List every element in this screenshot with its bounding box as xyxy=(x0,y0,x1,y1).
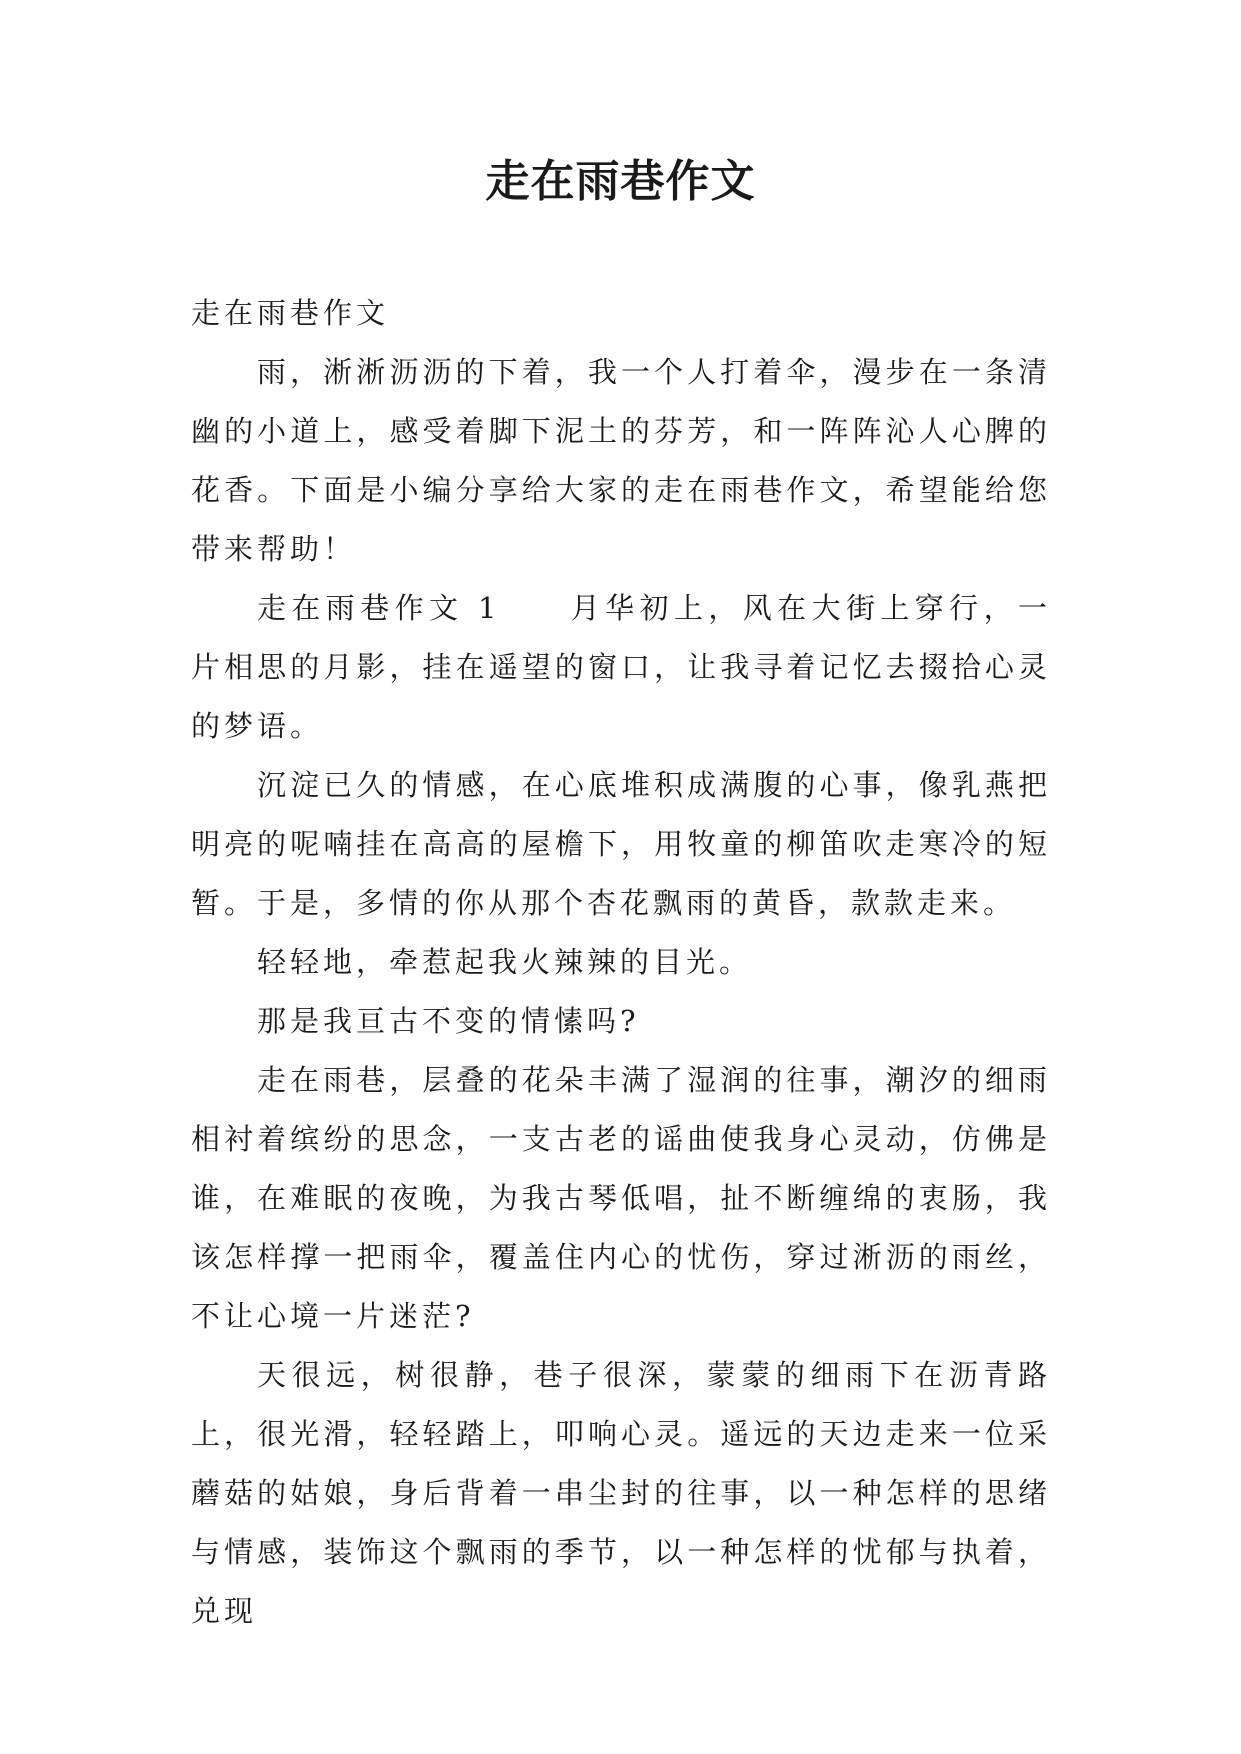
paragraph: 沉淀已久的情感，在心底堆积成满腹的心事，像乳燕把明亮的呢喃挂在高高的屋檐下，用牧童的柳笛吹走寒冷的短暂。于是，多情的你从那个杏花飘雨的黄昏，款款走来。 xyxy=(191,768,1051,920)
paragraph: 轻轻地，牵惹起我火辣辣的目光。 xyxy=(257,945,753,979)
document-body xyxy=(191,284,1051,1641)
paragraph-intro: 雨，淅淅沥沥的下着，我一个人打着伞，漫步在一条清幽的小道上，感受着脚下泥土的芬芳，和一阵阵沁人心脾的花香。下面是小编分享给大家的走在雨巷作文，希望能给您带来帮助！ xyxy=(191,355,1051,566)
paragraph: 天很远，树很静，巷子很深，蒙蒙的细雨下在沥青路上，很光滑，轻轻踏上，叩响心灵。遥远的天边走来一位采蘑菇的姑娘，身后背着一串尘封的往事，以一种怎样的思绪与情感，装饰这个飘雨的季节，以一种怎样的忧郁与执着，兑现 xyxy=(191,1358,1051,1628)
document-title: 走在雨巷作文 xyxy=(485,156,756,207)
paragraph: 走在雨巷，层叠的花朵丰满了湿润的往事，潮汐的细雨相衬着缤纷的思念，一支古老的谣曲使我身心灵动，仿佛是谁，在难眠的夜晚，为我古琴低唱，扯不断缠绵的衷肠，我该怎样撑一把雨伞，覆盖住内心的忧伤，穿过淅沥的雨丝，不让心境一片迷茫? xyxy=(191,1063,1051,1333)
paragraph: 那是我亘古不变的情愫吗? xyxy=(257,1004,640,1038)
paragraph-essay-1-opening: 走在雨巷作文 1 月华初上，风在大街上穿行，一片相思的月影，挂在遥望的窗口，让我寻着记忆去掇拾心灵的梦语。 xyxy=(191,591,1051,743)
paragraph-subtitle: 走在雨巷作文 xyxy=(191,296,390,330)
